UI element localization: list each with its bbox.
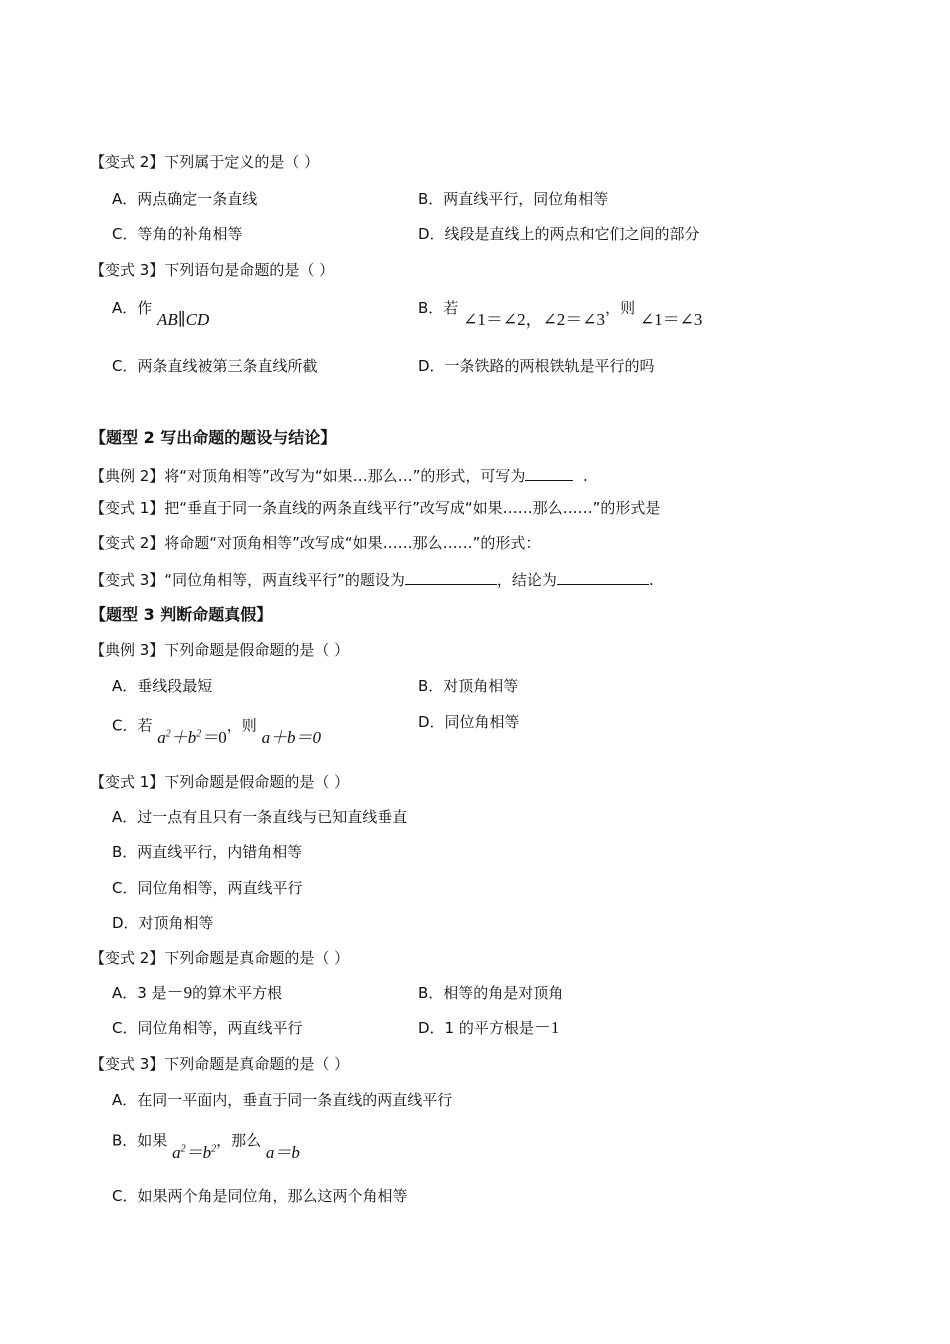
- option-a: A．两点确定一条直线: [112, 190, 258, 208]
- section-heading: 【题型 3 判断命题真假】: [90, 605, 273, 624]
- option-c: C．同位角相等，两直线平行: [112, 879, 303, 897]
- question-stem: 【变式 2】下列属于定义的是（ ）: [90, 153, 320, 171]
- option-b: B．两直线平行，同位角相等: [418, 190, 609, 208]
- option-d: [418, 1018, 559, 1038]
- option-label: C．若: [112, 716, 153, 735]
- option-c: C．等角的补角相等: [112, 225, 243, 243]
- option-a: A．垂线段最短: [112, 677, 213, 695]
- question-text: ，结论为: [496, 571, 557, 589]
- option-text: 的算术平方根: [192, 984, 283, 1002]
- answer-blank[interactable]: [525, 464, 573, 481]
- option-c: [112, 712, 322, 747]
- math-expression: －1: [533, 1018, 560, 1037]
- question-text: 【变式 3】“同位角相等，两直线平行”的题设为: [90, 571, 405, 589]
- math-expression: $a^2+b^2=0$: [157, 727, 227, 747]
- option-b: B．相等的角是对顶角: [418, 984, 564, 1002]
- option-d: D．线段是直线上的两点和它们之间的部分: [418, 225, 700, 243]
- option-b: [418, 298, 703, 329]
- option-d: D．同位角相等: [418, 713, 520, 731]
- option-a: A．在同一平面内，垂直于同一条直线的两直线平行: [112, 1091, 453, 1109]
- question-stem: [90, 464, 588, 486]
- question-stem: 【变式 1】把“垂直于同一条直线的两条直线平行”改写成“如果……那么……”的形式是: [90, 499, 661, 517]
- option-label: A．作: [112, 299, 153, 317]
- math-expression: ∠1＝∠2，∠2＝∠3: [463, 310, 606, 329]
- question-stem: 【变式 2】将命题“对顶角相等”改写成“如果……那么……”的形式：: [90, 534, 541, 552]
- question-text: 【典例 2】将“对顶角相等”改写为“如果…那么…”的形式，可写为: [90, 467, 526, 485]
- question-stem: 【典例 3】下列命题是假命题的是（ ）: [90, 641, 350, 659]
- math-expression: a＋b＝0: [261, 727, 322, 747]
- math-expression: a＝b: [265, 1142, 300, 1162]
- option-c: C．两条直线被第三条直线所截: [112, 357, 318, 375]
- math-expression: －9: [166, 983, 193, 1002]
- answer-blank[interactable]: [557, 568, 649, 585]
- option-d: D．一条铁路的两根铁轨是平行的吗: [418, 357, 655, 375]
- option-text: A．3 是: [112, 984, 167, 1002]
- math-expression: $a^2=b^2$: [172, 1142, 217, 1162]
- option-b: [112, 1127, 300, 1162]
- option-text: D．1 的平方根是: [418, 1019, 534, 1037]
- question-stem: 【变式 3】下列命题是真命题的是（ ）: [90, 1055, 350, 1073]
- option-text: ，则: [605, 299, 636, 317]
- math-expression: AB∥CD: [157, 310, 210, 329]
- option-d: D．对顶角相等: [112, 914, 214, 932]
- question-stem: [90, 568, 654, 590]
- math-expression: ∠1＝∠3: [639, 310, 703, 329]
- option-c: C．如果两个角是同位角，那么这两个角相等: [112, 1187, 408, 1205]
- option-a: [112, 983, 282, 1003]
- option-b: B．对顶角相等: [418, 677, 519, 695]
- question-stem: 【变式 1】下列命题是假命题的是（ ）: [90, 773, 350, 791]
- option-label: B．如果: [112, 1131, 168, 1150]
- option-text: ，那么: [216, 1131, 262, 1150]
- question-stem: 【变式 2】下列命题是真命题的是（ ）: [90, 949, 350, 967]
- period: .: [648, 571, 654, 589]
- question-stem: 【变式 3】下列语句是命题的是（ ）: [90, 261, 335, 279]
- option-b: B．两直线平行，内错角相等: [112, 843, 303, 861]
- option-text: ，则: [226, 716, 257, 735]
- option-c: C．同位角相等，两直线平行: [112, 1019, 303, 1037]
- section-heading: 【题型 2 写出命题的题设与结论】: [90, 428, 337, 447]
- option-a: [112, 298, 210, 329]
- option-a: A．过一点有且只有一条直线与已知直线垂直: [112, 808, 408, 826]
- period: .: [582, 467, 588, 485]
- answer-blank[interactable]: [405, 568, 497, 585]
- option-label: B．若: [418, 299, 459, 317]
